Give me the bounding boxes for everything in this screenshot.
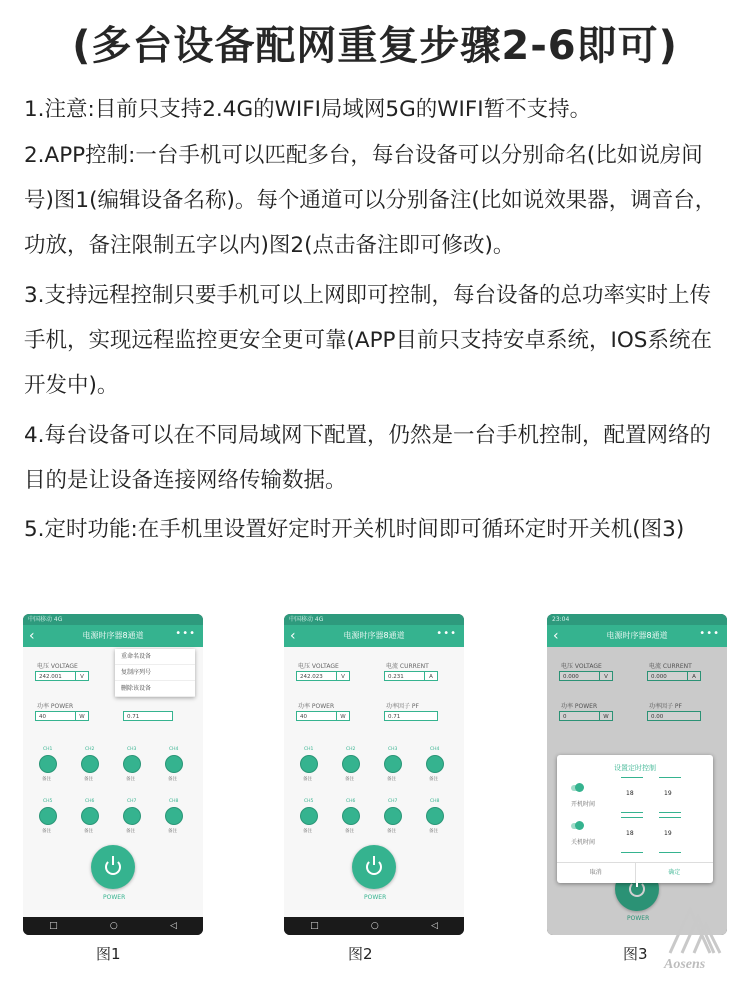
caption-figure-2: 图2 (348, 945, 373, 963)
phone-screenshot-2 (284, 614, 464, 935)
aosens-mark-icon (660, 905, 740, 955)
off-hour-picker[interactable]: 18 (621, 817, 643, 853)
status-bar: 中国移动 4G (23, 614, 203, 625)
channel-toggle-button[interactable] (426, 755, 444, 773)
channel-label: CH6 (85, 799, 95, 804)
cancel-button[interactable]: 取消 (557, 863, 636, 883)
channel-toggle-button[interactable] (123, 807, 141, 825)
back-arrow-icon[interactable]: ‹ (553, 628, 559, 644)
pf-label: 功率因子 PF (649, 703, 682, 710)
on-timer-toggle[interactable] (571, 785, 583, 791)
pf-field: 0.71 (123, 711, 173, 721)
channel-toggle-button[interactable] (384, 755, 402, 773)
channel-note[interactable]: 备注 (84, 829, 93, 834)
confirm-button[interactable]: 确定 (668, 869, 681, 876)
device-screen (284, 647, 464, 917)
voltage-label: 电压 VOLTAGE (37, 663, 78, 670)
off-timer-toggle[interactable] (571, 823, 583, 829)
caption-figure-1: 图1 (96, 945, 121, 963)
channel-label: CH5 (304, 799, 314, 804)
channel-label: CH5 (43, 799, 53, 804)
aosens-logo (660, 905, 740, 975)
channel-toggle-button[interactable] (384, 807, 402, 825)
channel-label: CH7 (127, 799, 137, 804)
channel-label: CH3 (127, 747, 137, 752)
app-bar (547, 625, 727, 647)
channel-note[interactable]: 备注 (303, 829, 312, 834)
recent-apps-icon[interactable]: □ (310, 921, 319, 931)
channel-note[interactable]: 备注 (126, 829, 135, 834)
channel-toggle-button[interactable] (165, 755, 183, 773)
off-time-label: 关机时间 (571, 839, 596, 846)
app-title: 电源时序器8通道 (606, 631, 668, 640)
power-label: 功率 POWER (37, 703, 74, 710)
power-field: 0 W (559, 711, 613, 721)
power-field: 40 W (35, 711, 89, 721)
recent-apps-icon[interactable]: □ (49, 921, 58, 931)
channel-note[interactable]: 备注 (345, 829, 354, 834)
power-label: 功率 POWER (298, 703, 335, 710)
channel-toggle-button[interactable] (426, 807, 444, 825)
channel-label: CH1 (304, 747, 314, 752)
channel-toggle-button[interactable] (342, 755, 360, 773)
brand-name: Aosens (664, 957, 706, 972)
phone-screenshot-3 (547, 614, 727, 935)
power-field: 40 W (296, 711, 350, 721)
pf-field: 0.71 (384, 711, 438, 721)
note-paragraph-1: 1.注意:目前只支持2.4G的WIFI局域网5G的WIFI暂不支持。 (24, 97, 592, 122)
channel-note[interactable]: 备注 (84, 777, 93, 782)
channel-toggle-button[interactable] (123, 755, 141, 773)
app-bar (284, 625, 464, 647)
menu-item-delete[interactable]: 删除该设备 (115, 681, 195, 697)
channel-label: CH2 (346, 747, 356, 752)
voltage-field: 242.023 V (296, 671, 350, 681)
current-label: 电流 CURRENT (386, 663, 429, 670)
channel-toggle-button[interactable] (300, 807, 318, 825)
status-bar: 23:04 (547, 614, 727, 625)
power-button[interactable] (91, 845, 135, 889)
home-icon[interactable]: ○ (370, 921, 379, 931)
channel-note[interactable]: 备注 (42, 777, 51, 782)
android-nav-bar (23, 917, 203, 935)
channel-toggle-button[interactable] (81, 755, 99, 773)
channel-label: CH4 (169, 747, 179, 752)
channel-note[interactable]: 备注 (387, 777, 396, 782)
app-title: 电源时序器8通道 (343, 631, 405, 640)
channel-label: CH6 (346, 799, 356, 804)
back-icon[interactable]: ◁ (169, 921, 177, 931)
power-label: 功率 POWER (561, 703, 598, 710)
timer-dialog-title: 设置定时控制 (614, 764, 656, 772)
channel-note[interactable]: 备注 (387, 829, 396, 834)
device-options-menu (115, 649, 195, 697)
more-menu-icon[interactable]: ••• (175, 628, 196, 639)
back-icon[interactable]: ◁ (430, 921, 438, 931)
pf-label: 功率因子 PF (386, 703, 419, 710)
current-label: 电流 CURRENT (649, 663, 692, 670)
back-arrow-icon[interactable]: ‹ (29, 628, 35, 644)
channel-toggle-button[interactable] (39, 755, 57, 773)
channel-label: CH4 (430, 747, 440, 752)
current-field: 0.231 A (384, 671, 438, 681)
note-paragraph-4: 4.每台设备可以在不同局域网下配置，仍然是一台手机控制，配置网络的目的是让设备连接网络传输数据。 (24, 423, 712, 493)
channel-label: CH7 (388, 799, 398, 804)
menu-item-copy-serial[interactable]: 复制序列号 (115, 665, 195, 681)
app-bar (23, 625, 203, 647)
channel-label: CH3 (388, 747, 398, 752)
timer-dialog (557, 755, 713, 883)
power-button-label: POWER (103, 894, 126, 901)
channel-note[interactable]: 备注 (168, 829, 177, 834)
channel-toggle-button[interactable] (81, 807, 99, 825)
app-title: 电源时序器8通道 (82, 631, 144, 640)
channel-label: CH1 (43, 747, 53, 752)
status-bar: 中国移动 4G (284, 614, 464, 625)
note-paragraph-5: 5.定时功能:在手机里设置好定时开关机时间即可循环定时开关机(图3) (24, 517, 685, 542)
voltage-field: 242.001 V (35, 671, 89, 681)
power-button-label: POWER (627, 915, 650, 922)
more-menu-icon[interactable]: ••• (699, 628, 720, 639)
phone-screenshot-1 (23, 614, 203, 935)
channel-toggle-button[interactable] (300, 755, 318, 773)
android-nav-bar (284, 917, 464, 935)
device-screen (547, 647, 727, 935)
channel-note[interactable]: 备注 (429, 777, 438, 782)
voltage-label: 电压 VOLTAGE (298, 663, 339, 670)
caption-figure-3: 图3 (623, 945, 648, 963)
dialog-actions (557, 862, 713, 883)
channel-toggle-button[interactable] (39, 807, 57, 825)
note-paragraph-2: 2.APP控制:一台手机可以匹配多台，每台设备可以分别命名(比如说房间号)图1(编辑设备名称)。每个通道可以分别备注(比如说效果器，调音台，功放，备注限制五字以内)图2(点击备注即可修改)。 (24, 143, 717, 258)
power-button-label: POWER (364, 894, 387, 901)
menu-item-rename[interactable]: 重命名设备 (115, 649, 195, 665)
page-title: (多台设备配网重复步骤2-6即可) (72, 23, 678, 69)
channel-note[interactable]: 备注 (126, 777, 135, 782)
channel-note[interactable]: 备注 (42, 829, 51, 834)
channel-note[interactable]: 备注 (168, 777, 177, 782)
note-paragraph-3: 3.支持远程控制只要手机可以上网即可控制，每台设备的总功率实时上传手机，实现远程监控更安全更可靠(APP目前只支持安卓系统，IOS系统在开发中)。 (24, 283, 712, 398)
off-minute-picker[interactable]: 19 (659, 817, 681, 853)
voltage-label: 电压 VOLTAGE (561, 663, 602, 670)
channel-label: CH8 (430, 799, 440, 804)
channel-label: CH8 (169, 799, 179, 804)
pf-field: 0.00 (647, 711, 701, 721)
back-arrow-icon[interactable]: ‹ (290, 628, 296, 644)
on-minute-picker[interactable]: 19 (659, 777, 681, 813)
power-button[interactable] (352, 845, 396, 889)
on-hour-picker[interactable]: 18 (621, 777, 643, 813)
channel-label: CH2 (85, 747, 95, 752)
device-screen (23, 647, 203, 917)
voltage-field: 0.000 V (559, 671, 613, 681)
channel-note[interactable]: 备注 (345, 777, 354, 782)
channel-toggle-button[interactable] (342, 807, 360, 825)
on-time-label: 开机时间 (571, 801, 596, 808)
more-menu-icon[interactable]: ••• (436, 628, 457, 639)
channel-note[interactable]: 备注 (303, 777, 312, 782)
channel-toggle-button[interactable] (165, 807, 183, 825)
current-field: 0.000 A (647, 671, 701, 681)
home-icon[interactable]: ○ (109, 921, 118, 931)
channel-note[interactable]: 备注 (429, 829, 438, 834)
